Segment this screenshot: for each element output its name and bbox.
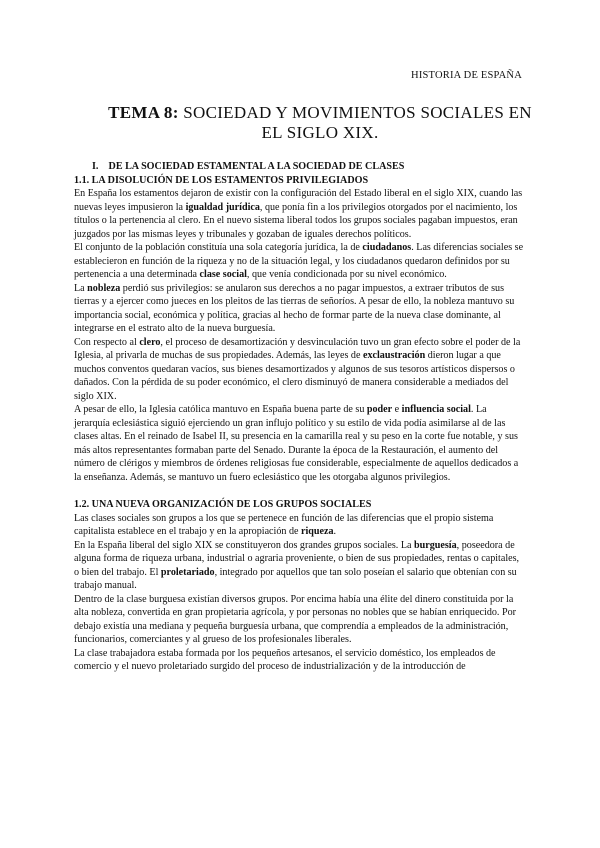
text-run: , el proceso de desamortización y desvinculación tuvo un gran efecto sobre el poder de la Iglesia, al privarla de muchas de sus propiedades. Además, las leyes de [74,336,521,361]
bold-term: clase social [199,269,247,280]
bold-term: proletariado [160,566,215,578]
subsection-heading-1-1: 1.1. LA DISOLUCIÓN DE LOS ESTAMENTOS PRIVILEGIADOS [74,174,369,186]
paragraph-ciudadanos [74,241,524,282]
text-run: Las clases sociales son grupos a los que se pertenece en función de las diferencias que el propio sistema capitalista establece en el trabajo y en la apropiación de [74,512,494,537]
text-run: El conjunto de la población constituía una sola categoría jurídica, la de [74,242,363,253]
section-number: I. [92,161,99,172]
text-run: perdió sus privilegios: se anularon sus derechos a no pagar impuestos, a extraer tributos de sus tierras y a ejercer como jueces en los pleitos de las tierras de señoríos. A pesar de ello, la nobleza mantuvo su importancia social, económica y política, gracias al hecho de formar parte de la nueva clase dominante, al integrarse en el estrato alto de la nueva burguesía. [74,282,515,334]
text-run: , que ponía fin a los privilegios otorgados por el nacimiento, los títulos o la pertenencia al clero. En el nuevo sistema liberal todos los grupos sociales pagaban impuestos, eran juzgados por las mismas leyes y tribunales y gozaban de iguales derechos políticos. [74,201,518,240]
paragraph-clero [74,336,524,404]
bold-term: ciudadanos [362,242,412,253]
title-prefix: TEMA 8: [108,103,179,122]
bold-term: igualdad jurídica [185,201,260,213]
paragraph-burguesia: Dentro de la clase burguesa existían diversos grupos. Por encima había una élite del dinero constituida por la alta nobleza, convertida en gran propietaria agrícola, y por personas no nobles que se habían enriquecido. Por debajo existía una mediana y pequeña burguesía urbana, que comprendía a empleados de la administración, funcionarios, comerciantes y al grueso de los profesionales liberales. [74,593,517,645]
bold-term: nobleza [87,282,121,294]
paragraph-nobleza [74,282,524,336]
paragraph-iglesia [74,403,524,484]
section-heading [74,160,524,174]
section-heading-text: DE LA SOCIEDAD ESTAMENTAL A LA SOCIEDAD DE CLASES [108,161,405,172]
bold-term: influencia social [401,404,471,415]
spacer [74,484,524,498]
text-run: Con respecto al [74,336,140,348]
bold-term: clero [139,336,161,348]
text-run: . La jerarquía eclesiástica siguió ejerciendo un gran influjo político y su estilo de vida podía asimilarse al de las clases altas. En el reinado de Isabel II, su presencia en la camarilla real y su peso en la corte fue notable, y sus más altos representantes formaban parte del Senado. Durante la época de la Restauración, el aumento del número de clérigos y miembros de órdenes religiosas fue considerable, especialmente de aquellos dedicados a la enseñanza. Además, se mantuvo un fuero eclesiástico que les otorgaba algunos privilegios. [74,404,519,483]
text-run: , que venía condicionada por su nivel económico. [246,269,447,280]
page-title [100,103,540,143]
bold-term: poder [366,404,393,415]
title-text: SOCIEDAD Y MOVIMIENTOS SOCIALES EN EL SIGLO XIX. [183,103,532,142]
text-run: En España los estamentos dejaron de existir con la configuración del Estado liberal en el siglo XIX, cuando las nuevas leyes impusieron la [74,188,523,213]
text-run: e [392,404,402,415]
bold-term: exclaustración [362,350,426,361]
text-run: dieron lugar a que muchos conventos quedaran vacíos, sus bienes desamortizados y algunos de sus tesoros artísticos dispersos o dañados. Con la pérdida de su poder económico, el clero disminuyó de manera considerable a mediados del siglo XIX. [74,350,515,402]
bold-term: riqueza [301,526,334,537]
text-run: . Las diferencias sociales se establecieron en función de la riqueza y no de la situación legal, y los ciudadanos quedaron definidos por su pertenencia a una determinada [74,242,524,280]
text-run: , integrado por aquellos que tan solo poseían el salario que obtenían con su trabajo manual. [74,566,517,591]
paragraph-trabajadora: La clase trabajadora estaba formada por los pequeños artesanos, el servicio doméstico, los empleados de comercio y el nuevo proletariado surgido del proceso de industrialización y de la introducción de [74,647,496,672]
paragraph-clases [74,512,524,539]
header-subject: HISTORIA DE ESPAÑA [411,70,522,81]
paragraph-igualdad [74,187,524,241]
text-run: La [74,282,88,294]
text-run: , poseedora de alguna forma de riqueza urbana, industrial o agraria proveniente, o bien de sus propiedades, rentas o capitales, o bien del trabajo. El [74,539,520,578]
bold-term: burguesía [414,539,457,551]
document-body [74,160,524,674]
text-run: En la España liberal del siglo XIX se constituyeron dos grandes grupos sociales. La [74,539,415,551]
text-run: . [333,526,337,537]
text-run: A pesar de ello, la Iglesia católica mantuvo en España buena parte de su [74,404,367,415]
subsection-heading-1-2: 1.2. UNA NUEVA ORGANIZACIÓN DE LOS GRUPOS SOCIALES [74,499,372,510]
paragraph-grupos [74,539,524,593]
